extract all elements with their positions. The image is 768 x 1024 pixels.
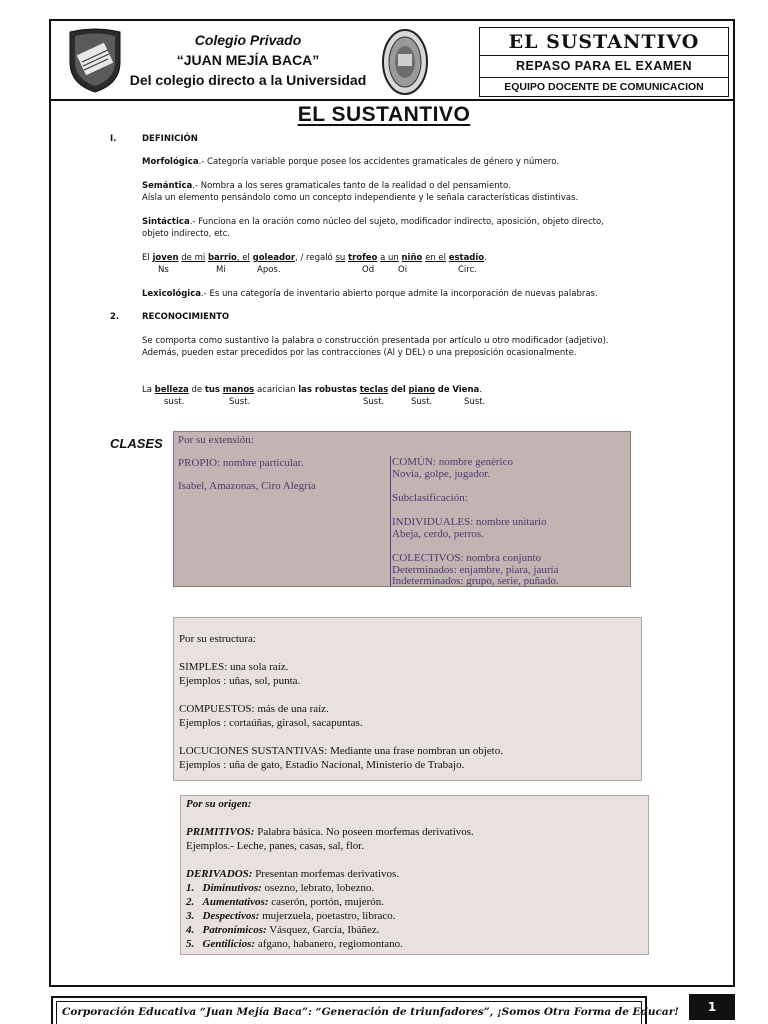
semantica-text: .- Nombra a los seres gramaticales tanto de la realidad o del pensamiento. <box>192 181 511 191</box>
ex1-word: , / regaló <box>295 253 333 263</box>
individuales-line: INDIVIDUALES: nombre unitario <box>392 516 547 528</box>
locuciones-line: LOCUCIONES SUSTANTIVAS: Mediante una frase nombran un objeto. <box>179 745 503 757</box>
derivados-line <box>186 868 399 881</box>
sintactica-label: Sintáctica <box>142 217 190 227</box>
ex2-word: Viena <box>452 385 480 395</box>
ex1-word: de mi <box>181 253 206 263</box>
extension-box <box>173 431 631 587</box>
header-title: EL SUSTANTIVO <box>480 28 728 56</box>
ex2-word: de <box>191 385 203 395</box>
ex1-label: Oi <box>398 265 408 275</box>
item-label: Diminutivos: <box>202 882 262 894</box>
item-label: Gentilicios: <box>202 938 256 950</box>
page-title-text: EL SUSTANTIVO <box>297 103 471 126</box>
school-line3: Del colegio directo a la Universidad <box>129 72 367 88</box>
morfologica-label: Morfológica <box>142 157 199 167</box>
colectivos-line: COLECTIVOS: nombra conjunto <box>392 552 542 564</box>
ex2-label: Sust. <box>464 397 486 407</box>
derivado-item <box>186 910 396 923</box>
item-number: 5. <box>186 938 195 950</box>
item-number: 3. <box>186 910 195 922</box>
item-number: 4. <box>186 924 195 936</box>
derivado-item <box>186 938 403 951</box>
subclasificacion: Subclasificación: <box>392 492 468 504</box>
footer-motto: Corporación Educativa “Juan Mejía Baca”: “Generación de triunfadores”, ¡Somos Otra Forma de Educar! <box>62 1006 679 1018</box>
origen-box <box>180 795 649 955</box>
derivados-text: Presentan morfemas derivativos. <box>252 868 400 880</box>
ex2-word: . <box>479 385 482 395</box>
example-sentence-2 <box>142 384 482 396</box>
example-sentence-1 <box>142 252 487 264</box>
ex2-word: teclas <box>359 385 389 395</box>
locuciones-examples: Ejemplos : uña de gato, Estadio Nacional, Ministerio de Trabajo. <box>179 759 465 771</box>
section-number: I. <box>110 134 117 144</box>
school-line1: Colegio Privado <box>194 32 302 48</box>
ex1-label: Mi <box>216 265 226 275</box>
clases-label: CLASES <box>110 436 163 451</box>
item-label: Patronímicos: <box>202 924 267 936</box>
ex1-label: Ns <box>158 265 169 275</box>
propio-line: PROPIO: nombre particular. <box>178 457 304 469</box>
ex1-word: niño <box>401 253 423 263</box>
ex2-word: tus <box>204 385 220 395</box>
ex2-word: acarician <box>256 385 296 395</box>
ex1-word: goleador <box>252 253 296 263</box>
extension-heading: Por su extensión: <box>178 434 254 446</box>
header-subtitle: REPASO PARA EL EXAMEN <box>480 56 728 78</box>
comun-line: COMÚN: nombre genérico <box>392 456 513 468</box>
section-heading: DEFINICIÓN <box>142 134 198 144</box>
derivado-item <box>186 924 379 937</box>
derivado-item <box>186 896 384 909</box>
compuestos-examples: Ejemplos : cortaúñas, girasol, sacapuntas. <box>179 717 363 729</box>
item-text: caserón, portón, mujerón. <box>268 896 384 908</box>
ex2-label: Sust. <box>411 397 433 407</box>
item-number: 2. <box>186 896 195 908</box>
column-divider <box>390 456 391 586</box>
title-box <box>479 27 729 97</box>
item-label: Despectivos: <box>202 910 260 922</box>
ex1-word: , el <box>236 253 250 263</box>
page-title <box>0 103 768 127</box>
lexicologica-line <box>142 288 598 300</box>
colectivos-indeterminados: Indeterminados: grupo, serie, puñado. <box>392 575 559 587</box>
sintactica-text: .- Funciona en la oración como núcleo del sujeto, modificador indirecto, aposición, objeto directo, <box>189 217 604 227</box>
section-heading: RECONOCIMIENTO <box>142 312 230 322</box>
ex2-word: de <box>437 385 450 395</box>
sintactica-line <box>142 216 604 228</box>
item-number: 1. <box>186 882 195 894</box>
ex2-label: Sust. <box>229 397 251 407</box>
propio-examples: Isabel, Amazonas, Ciro Alegría <box>178 480 316 492</box>
comun-examples: Novia, golpe, jugador. <box>392 468 491 480</box>
ex1-word: El <box>142 253 150 263</box>
ex2-label: sust. <box>164 397 185 407</box>
school-shield-logo <box>66 26 124 94</box>
school-line2: “JUAN MEJÍA BACA” <box>176 52 320 68</box>
ex1-word: en el <box>425 253 446 263</box>
ex2-word: La <box>142 385 152 395</box>
ex1-word: . <box>484 253 487 263</box>
school-seal-logo <box>382 28 428 96</box>
morfologica-line <box>142 156 559 168</box>
ex1-word: trofeo <box>348 253 378 263</box>
ex1-label: Apos. <box>257 265 281 275</box>
ex1-word: joven <box>152 253 179 263</box>
item-text: afgano, habanero, regiomontano. <box>255 938 403 950</box>
simples-examples: Ejemplos : uñas, sol, punta. <box>179 675 301 687</box>
sintactica-line2: objeto indirecto, etc. <box>142 229 231 239</box>
morfologica-text: .- Categoría variable porque posee los accidentes gramaticales de género y número. <box>198 157 559 167</box>
ex1-label: Circ. <box>458 265 477 275</box>
page-number: 1 <box>689 994 735 1020</box>
semantica-line <box>142 180 511 192</box>
primitivos-line <box>186 826 474 839</box>
primitivos-examples: Ejemplos.- Leche, panes, casas, sal, flor. <box>186 840 365 852</box>
recognition-text-1: Se comporta como sustantivo la palabra o construcción presentada por artículo u otro modificador (adjetivo). <box>142 336 609 346</box>
primitivos-label: PRIMITIVOS: <box>186 826 255 838</box>
individuales-examples: Abeja, cerdo, perros. <box>392 528 484 540</box>
ex1-label: Od <box>362 265 375 275</box>
semantica-label: Semántica <box>142 181 193 191</box>
header-team: EQUIPO DOCENTE DE COMUNICACION <box>504 81 704 93</box>
item-text: Vásquez, García, Ibáñez. <box>266 924 380 936</box>
ex2-label: Sust. <box>363 397 385 407</box>
ex2-word: del <box>390 385 406 395</box>
derivados-label: DERIVADOS: <box>186 868 253 880</box>
ex1-word: estadio <box>448 253 485 263</box>
origen-heading: Por su origen: <box>186 798 252 810</box>
colectivos-determinados: Determinados: enjambre, piara, jauría <box>392 564 559 576</box>
lexicologica-label: Lexicológica <box>142 289 201 299</box>
primitivos-text: Palabra básica. No poseen morfemas derivativos. <box>254 826 474 838</box>
school-name <box>128 30 368 90</box>
ex2-word: las robustas <box>298 385 357 395</box>
recognition-text-2: Además, pueden estar precedidos por las contracciones (Al y DEL) o una preposición ocasionalmente. <box>142 348 577 358</box>
semantica-line2: Aísla un elemento pensándolo como un concepto independiente y le señala características distintivas. <box>142 193 579 203</box>
item-text: osezno, lebrato, lobezno. <box>261 882 375 894</box>
item-label: Aumentativos: <box>202 896 269 908</box>
ex1-word: a un <box>380 253 399 263</box>
ex1-word: barrio <box>207 253 237 263</box>
ex2-word: manos <box>222 385 255 395</box>
ex2-word: piano <box>408 385 436 395</box>
simples-line: SIMPLES: una sola raíz. <box>179 661 289 673</box>
ex2-word: belleza <box>154 385 189 395</box>
estructura-box <box>173 617 642 781</box>
estructura-heading: Por su estructura: <box>179 633 256 645</box>
derivado-item <box>186 882 374 895</box>
ex1-word: su <box>335 253 346 263</box>
section-number: 2. <box>110 312 120 322</box>
item-text: mujerzuela, poetastro, libraco. <box>259 910 396 922</box>
lexicologica-text: .- Es una categoría de inventario abierto porque admite la incorporación de nuevas palabras. <box>200 289 598 299</box>
compuestos-line: COMPUESTOS: más de una raíz. <box>179 703 329 715</box>
